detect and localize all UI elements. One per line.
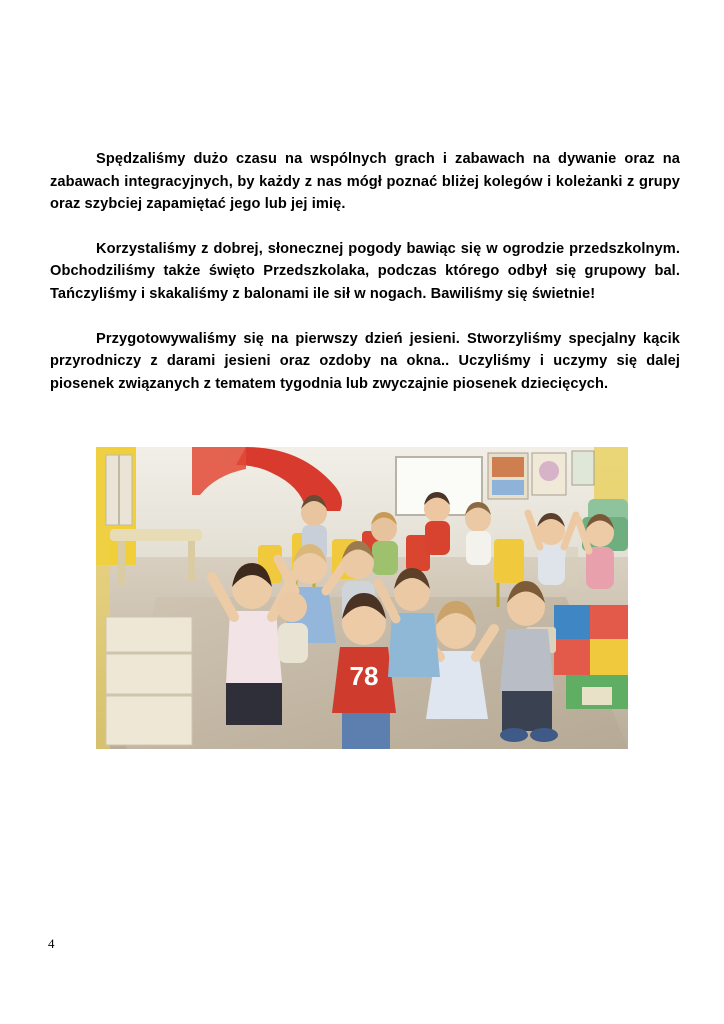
svg-text:78: 78 [349,661,379,691]
classroom-photo-container [96,447,628,749]
page-number: 4 [48,936,55,951]
paragraph-3: Przygotowywaliśmy się na pierwszy dzień jesieni. Stworzyliśmy specjalny kącik przyrodniczy z darami jesieni oraz ozdoby na okna.. Uczyliśmy i uczymy się dalej piosenek związanych z tematem tygodnia lub zwyczajnie piosenek dziecięcych. [50,330,680,392]
paragraph-1: Spędzaliśmy dużo czasu na wspólnych grach i zabawach na dywanie oraz na zabawach integracyjnych, by każdy z nas mógł poznać bliżej kolegów i koleżanki z grupy oraz szybciej zapamiętać jego lub jej imię. [50,151,680,213]
classroom-photo [96,447,628,749]
paragraph-2: Korzystaliśmy z dobrej, słonecznej pogody bawiąc się w ogrodzie przedszkolnym. Obchodziliśmy także święto Przedszkolaka, podczas którego odbył się grupowy bal. Tańczyliśmy i skakaliśmy z balonami ile sił w nogach. Bawiliśmy się świetnie! [50,240,680,303]
article-body [50,148,680,395]
